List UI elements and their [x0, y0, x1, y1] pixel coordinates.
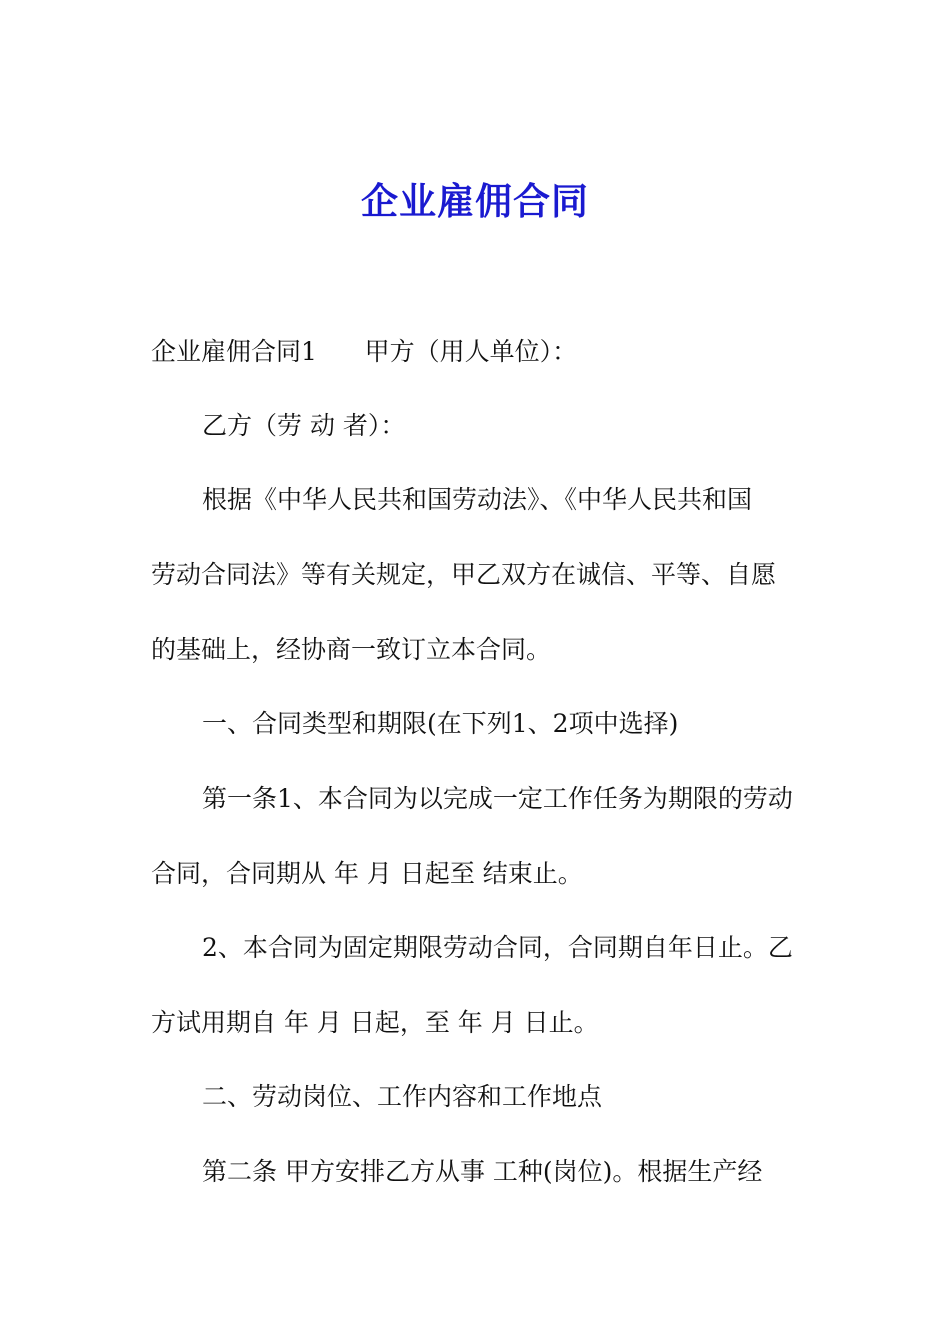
document-title: 企业雇佣合同: [361, 179, 589, 223]
body-line-basis-3: 的基础上，经协商一致订立本合同。: [151, 635, 552, 664]
article-2-line-1: 第二条 甲方安排乙方从事 工种(岗位)。根据生产经: [202, 1157, 763, 1186]
article-1-item-2-line-2: 方试用期自 年 月 日起，至 年 月 日止。: [151, 1008, 599, 1037]
body-line-party-b: 乙方（劳 动 者）：: [202, 411, 406, 440]
article-1-line-2: 合同，合同期从 年 月 日起至 结束止。: [151, 859, 583, 888]
section-heading-job: 二、劳动岗位、工作内容和工作地点: [202, 1082, 603, 1111]
body-line-heading: 企业雇佣合同1 甲方（用人单位）：: [151, 337, 578, 366]
article-1-line-1: 第一条1、本合同为以完成一定工作任务为期限的劳动: [202, 784, 793, 813]
section-heading-contract-type: 一、合同类型和期限(在下列1、2项中选择): [202, 709, 679, 738]
body-line-basis-2: 劳动合同法》等有关规定，甲乙双方在诚信、平等、自愿: [151, 560, 777, 589]
body-line-basis-1: 根据《中华人民共和国劳动法》、《中华人民共和国: [202, 485, 753, 514]
article-1-item-2-line-1: 2、本合同为固定期限劳动合同，合同期自年日止。乙: [202, 933, 793, 962]
